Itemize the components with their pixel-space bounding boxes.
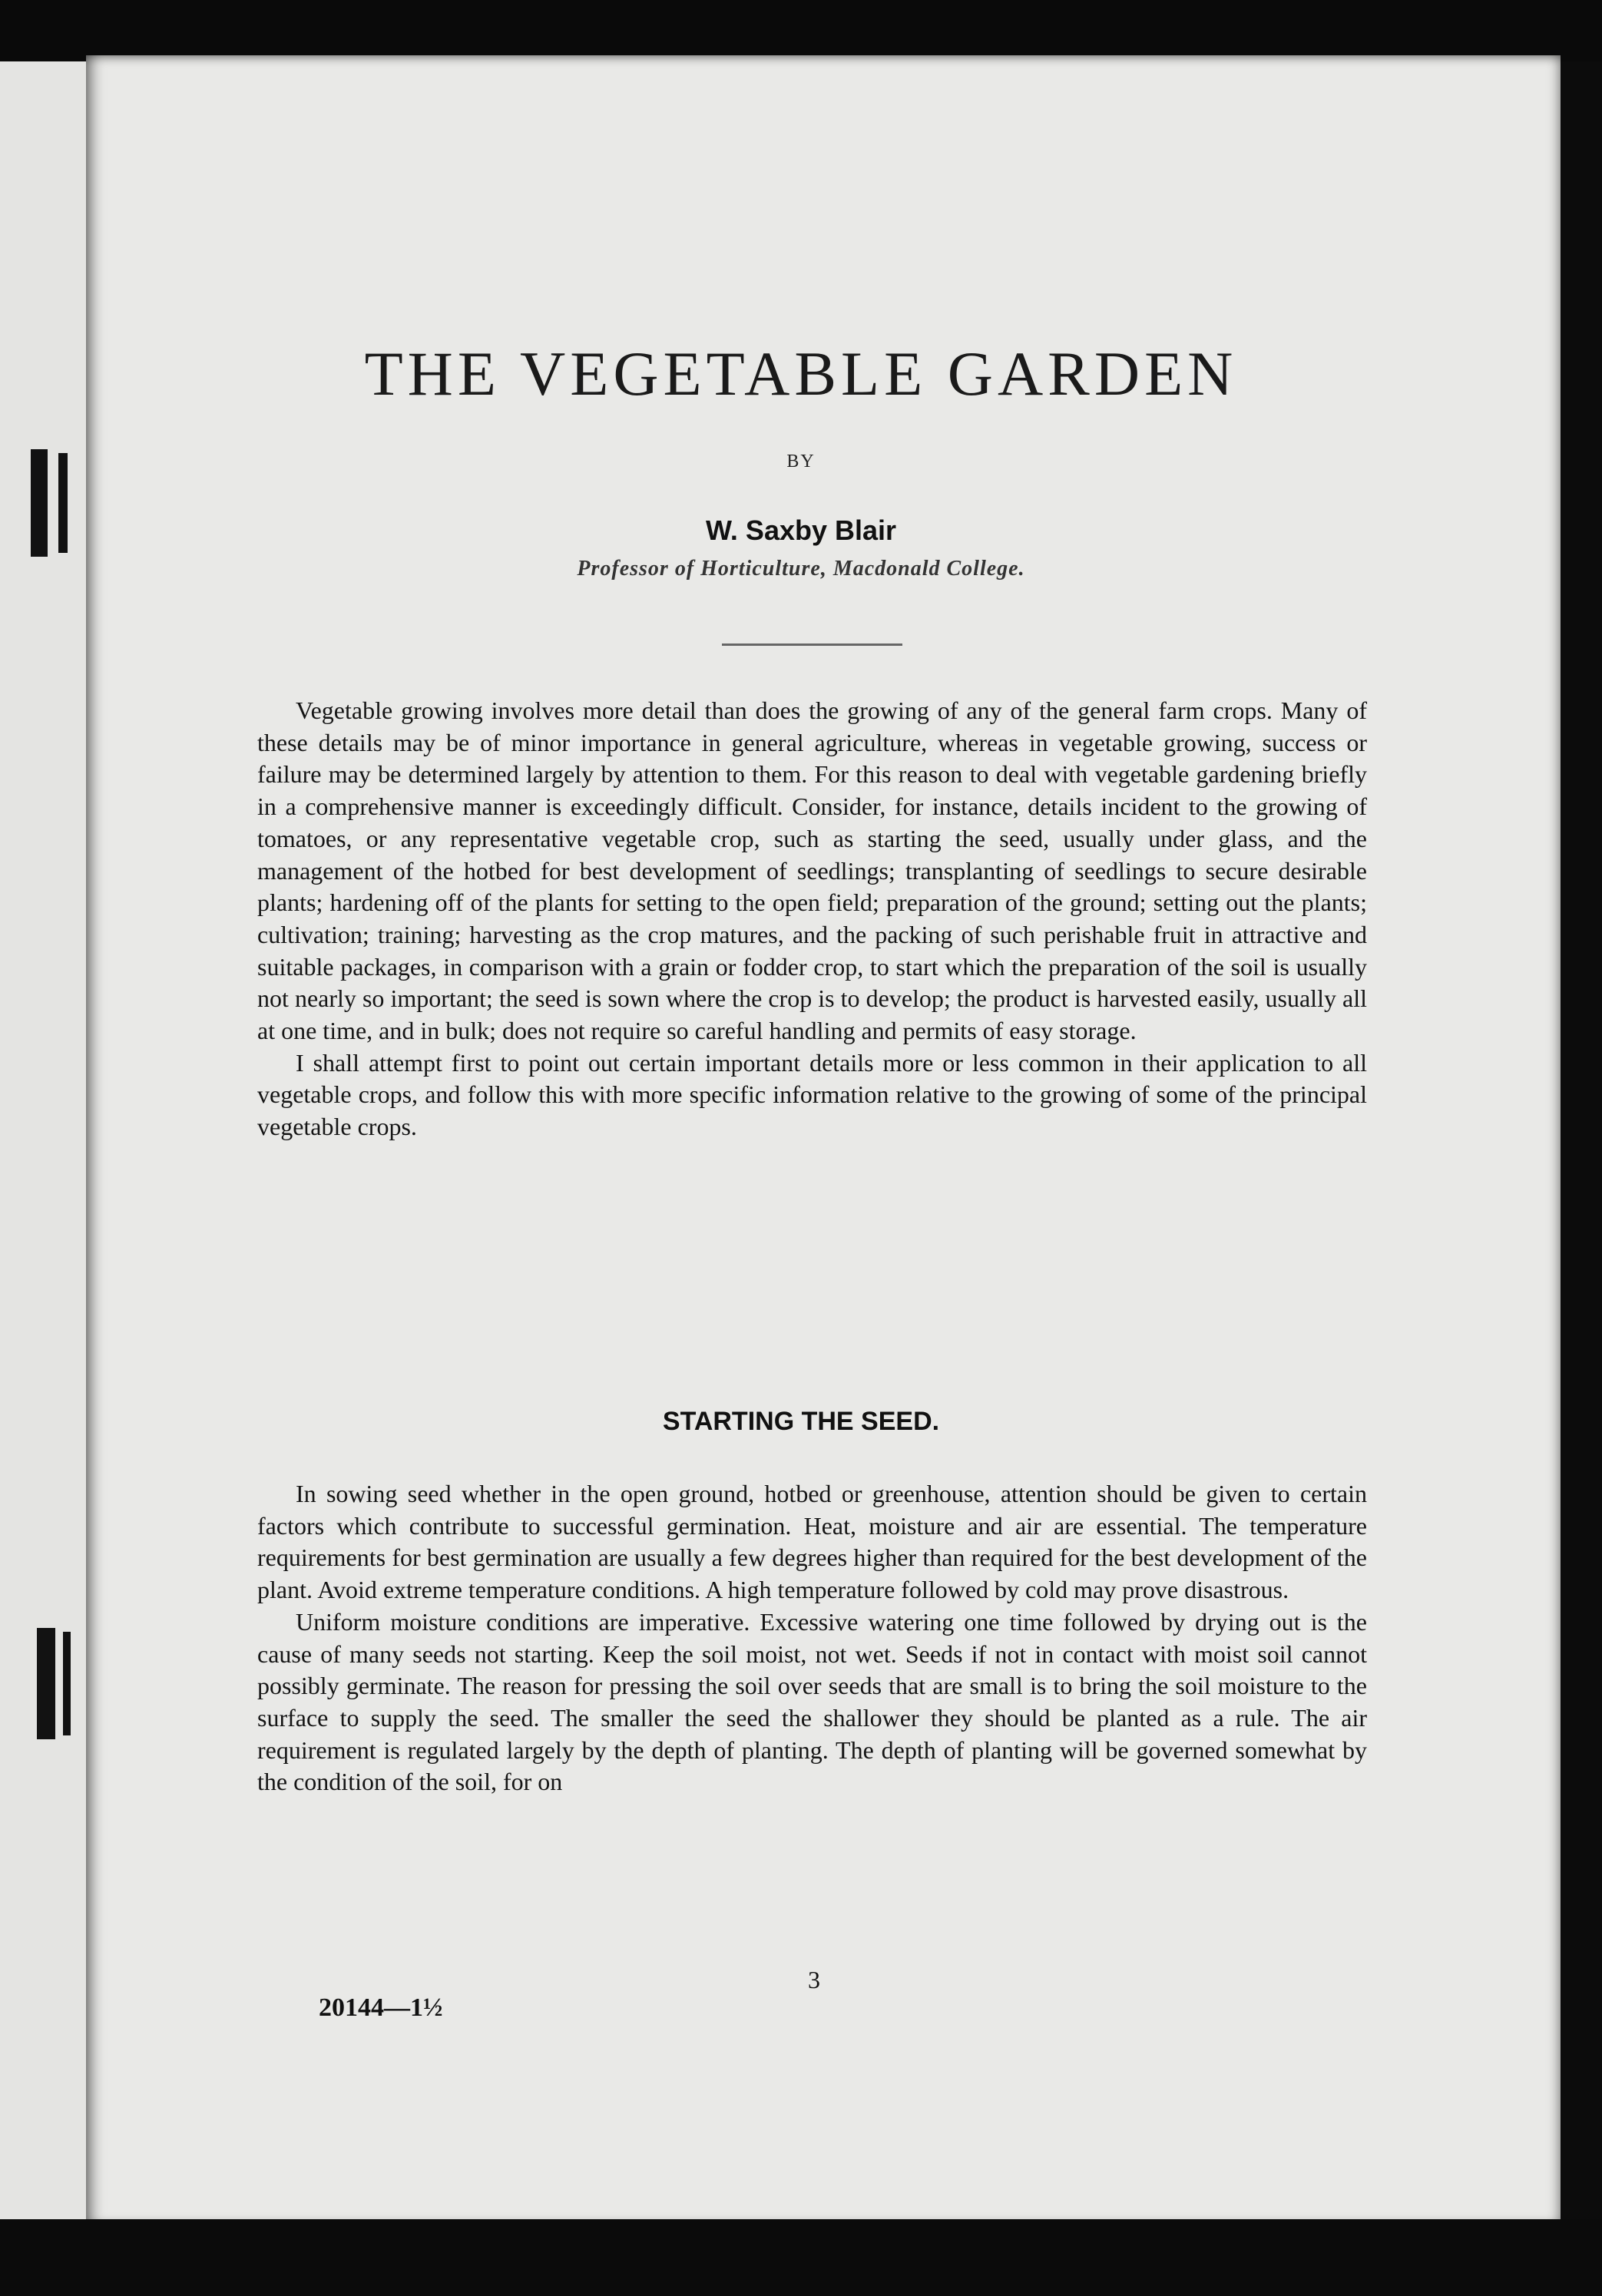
byline: BY: [786, 452, 816, 471]
section-heading: STARTING THE SEED.: [662, 1407, 940, 1436]
binding-clip-mark: [37, 1628, 55, 1739]
paragraph: In sowing seed whether in the open ground, hotbed or greenhouse, attention should be given to certain factors which contribute to successful germination. Heat, moisture and air are essential. The temperature requirements for best germination are usually a few degrees higher than required for the best development of the plant. Avoid extreme temperature conditions. A high temperature followed by cold may prove disastrous.: [257, 1480, 1367, 1604]
paragraph: I shall attempt first to point out certain important details more or less common in their application to all vegetable crops, and follow this with more specific information relative to the growing of some of the principal vegetable crops.: [257, 1048, 1367, 1141]
printer-signature: 20144—1½: [319, 1993, 443, 2022]
author-affiliation: Professor of Horticulture, Macdonald College.: [577, 557, 1025, 581]
binding-clip-mark: [63, 1632, 71, 1735]
paragraph: Vegetable growing involves more detail than does the growing of any of the general farm crops. Many of these details may be of minor importance in general agriculture, whereas in vegetable growing, success or failure may be determined largely by attention to them. For this reason to deal with vegetable gardening briefly in a comprehensive manner is exceedingly difficult. Consider, for instance, details incident to the growing of tomatoes, or any representative vegetable crop, such as starting the seed, usually under glass, and the management of the hotbed for best development of seedlings; transplanting of seedlings to secure desirable plants; hardening off of the plants for setting to the open field; preparation of the ground; setting out the plants; cultivation; training; harvesting as the crop matures, and the packing of such perishable fruit in attractive and suitable packages, in comparison with a grain or fodder crop, to start which the preparation of the soil is usually not nearly so important; the seed is sown where the crop is to develop; the product is harvested easily, usually all at one time, and in bulk; does not require so careful handling and permits of easy storage.: [257, 696, 1367, 1045]
section-text: [257, 1478, 1367, 1798]
intro-text: [257, 695, 1367, 1143]
scan-top-edge: [0, 0, 1602, 61]
title-divider: [722, 643, 902, 646]
author-name: W. Saxby Blair: [705, 514, 897, 546]
document-title: THE VEGETABLE GARDEN: [364, 339, 1238, 409]
paragraph: Uniform moisture conditions are imperative. Excessive watering one time followed by drying out is the cause of many seeds not starting. Keep the soil moist, not wet. Seeds if not in contact with moist soil cannot possibly germinate. The reason for pressing the soil over seeds that are small is to bring the soil moisture to the surface to supply the seed. The smaller the seed the shallower they should be planted as a rule. The air requirement is regulated largely by the depth of planting. The depth of planting will be governed somewhat by the condition of the soil, for on: [257, 1607, 1367, 1796]
page-number: 3: [808, 1966, 820, 1993]
scan-bottom-edge: [0, 2219, 1602, 2296]
